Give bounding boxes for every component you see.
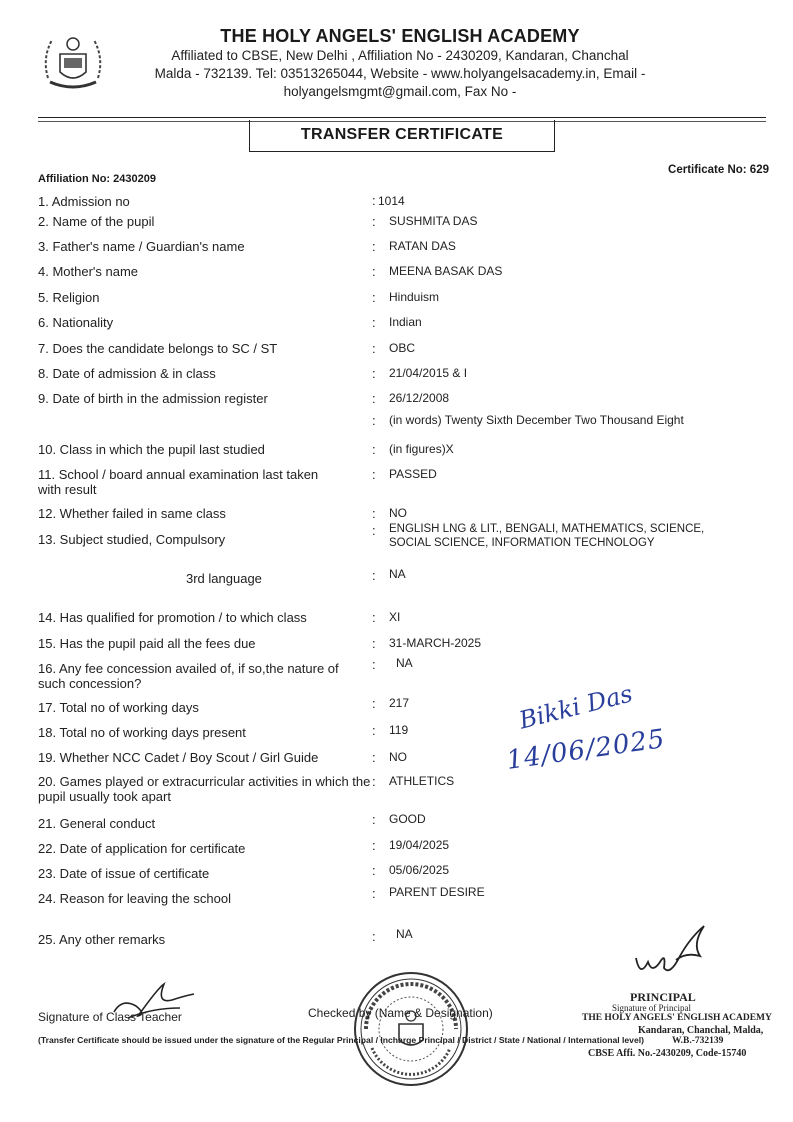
row-value: 1014 [378, 194, 405, 208]
row-label: 25. Any other remarks [38, 932, 166, 947]
principal-signature-scribble [630, 912, 710, 982]
row-label: 23. Date of issue of certificate [38, 866, 210, 881]
principal-address: Kandaran, Chanchal, Malda, [638, 1025, 764, 1036]
row-label: 7. Does the candidate belongs to SC / ST [38, 341, 278, 356]
header-divider [38, 117, 766, 118]
row-value: RATAN DAS [389, 239, 456, 253]
row-value: 217 [389, 696, 410, 710]
row-value: (in figures)X [389, 442, 454, 456]
row-label: 10. Class in which the pupil last studied [38, 442, 265, 457]
row-value: NA [389, 567, 406, 581]
affiliation-line-2: Malda - 732139. Tel: 03513265044, Website - www.holyangelsacademy.in, Email - [154, 66, 646, 81]
row-value: MEENA BASAK DAS [389, 264, 503, 278]
document-title: TRANSFER CERTIFICATE [300, 126, 504, 143]
row-label: 17. Total no of working days [38, 700, 199, 715]
row-label: 3rd language [186, 571, 262, 586]
row-value: 119 [389, 723, 409, 737]
row-label: 9. Date of birth in the admission register [38, 391, 268, 406]
principal-title: PRINCIPAL [630, 990, 696, 1004]
row-label: 12. Whether failed in same class [38, 506, 226, 521]
principal-school: THE HOLY ANGELS' ENGLISH ACADEMY [582, 1013, 772, 1023]
row-label: 18. Total no of working days present [38, 725, 246, 740]
row-value: XI [389, 610, 401, 624]
row-label: 21. General conduct [38, 816, 156, 831]
principal-affiliation: CBSE Affi. No.-2430209, Code-15740 [588, 1048, 747, 1059]
principal-pin: W.B.-732139 [672, 1036, 724, 1046]
row-value: NO [389, 506, 407, 520]
row-label: 16. Any fee concession availed of, if so,the nature of such concession? [38, 661, 339, 691]
row-value: 31-MARCH-2025 [389, 636, 482, 650]
row-value: 05/06/2025 [389, 863, 450, 877]
row-value: OBC [389, 341, 416, 355]
teacher-signature-label: Signature of Class Teacher [38, 1010, 182, 1024]
school-seal-icon [352, 970, 470, 1088]
row-value: 26/12/2008 [389, 391, 450, 405]
row-value: Indian [389, 315, 422, 329]
row-value: Hinduism [389, 290, 440, 304]
row-value: PASSED [389, 467, 437, 481]
row-label: 5. Religion [38, 290, 100, 305]
row-label: 15. Has the pupil paid all the fees due [38, 636, 256, 651]
row-label: 20. Games played or extracurricular activities in which the pupil usually took apart [38, 774, 371, 804]
school-crest-icon [38, 28, 108, 98]
row-value: NO [389, 750, 407, 764]
row-label: 14. Has qualified for promotion / to which class [38, 610, 307, 625]
row-label: 19. Whether NCC Cadet / Boy Scout / Girl Guide [38, 750, 319, 765]
row-label: 6. Nationality [38, 315, 114, 330]
row-value: NA [396, 927, 413, 941]
handwritten-date: 14/06/2025 [504, 724, 668, 776]
school-name: THE HOLY ANGELS' ENGLISH ACADEMY [220, 26, 580, 46]
row-label: 1. Admission no [38, 194, 130, 209]
affiliation-line-3: holyangelsmgmt@gmail.com, Fax No - [283, 84, 517, 99]
row-value: (in words) Twenty Sixth December Two Thousand Eight [389, 413, 684, 427]
checked-by-label: Checked by (Name & Designation) [308, 1006, 493, 1020]
row-label: 4. Mother's name [38, 264, 139, 279]
handwritten-name: Bikki Das [516, 679, 636, 735]
row-value: SUSHMITA DAS [389, 214, 478, 228]
row-value: GOOD [389, 812, 426, 826]
affiliation-number: Affiliation No: 2430209 [38, 173, 156, 185]
row-label: 22. Date of application for certificate [38, 841, 246, 856]
row-value: 21/04/2015 & I [389, 366, 468, 380]
row-label: 13. Subject studied, Compulsory [38, 532, 226, 547]
transfer-certificate-page: THE HOLY ANGELS' ENGLISH ACADEMY Affiliated to CBSE, New Delhi , Affiliation No - 2430209, Kandaran, Chanchal Malda - 732139. Tel: 03513265044, Website - www.holyangelsacademy.in, Email - holyangelsmgmt@gmail.com, Fax No - TRANSFER CERTIFICATE Affiliation No: 2430209 Certificate No: 629 1. Admission no : 1014 2. Name of the pupil : SUSHMITA DAS 3. Father's name / Guardian's name : RATAN DAS 4. Mother's name : MEENA BASAK DAS 5. Religion : Hinduism 6. Nationality : Indian 7. Does the candidate belongs to SC / ST : OBC 8. Date of admission & in class : 21/04/2015 & I 9. Date of birth in the admission register : 26/12/2008 : (in words) Twenty Sixth December Two Thousand Eight 10. Class in which the pupil last studied : (in figures)X 11. School / board annual examination last taken with result : PASSED 12. Whether failed in same class : NO 13. Subject studied, Compulsory : ENGLISH LNG & LIT., BENGALI, MATHEMATICS, SCIENCE, SOCIAL SCIENCE, INFORMATION TECHNOLOGY 3rd language : NA 14. Has qualified for promotion / to which class : XI 15. Has the pupil paid all the fees due : 31-MARCH-2025 16. Any fee concession availed of, if so,the nature of such concession? : NA 17. Total no of working days : 217 18. Total no of working days present : 119 19. Whether NCC Cadet / Boy Scout / Girl Guide : NO 20. Games played or extracurricular activities in which the pupil usually took apart : ATHLETICS 21. General conduct : GOOD 22. Date of application for certificate : 19/04/2025 23. Date of issue of certificate : 05/06/2025 24. Reason for leaving the school : PARENT DESIRE 25. Any other remarks : NA Bikki Das 14/06/2025 Signature of Class Teacher Checked by (Name & Designation) PRINCIPAL Signature of Principal THE HOLY ANGELS' ENGLISH ACADEMY Kandaran, Chanchal, Malda, W.B.-732139 CBSE Affi. No.-2430209, Code-15740 (Transfer Certificate should be issued under the signature of the Regular Principal / Incharge Principal / District / State / National / International level) [0, 0, 793, 1122]
row-value: 19/04/2025 [389, 838, 450, 852]
certificate-number: Certificate No: 629 [668, 164, 769, 176]
footer-note: (Transfer Certificate should be issued under the signature of the Regular Principal / Incharge Principal / District / State / National / International level) [38, 1035, 644, 1045]
row-value: NA [396, 656, 413, 670]
row-label: 2. Name of the pupil [38, 214, 155, 229]
row-label: 3. Father's name / Guardian's name [38, 239, 245, 254]
row-label: 8. Date of admission & in class [38, 366, 216, 381]
row-value: ENGLISH LNG & LIT., BENGALI, MATHEMATICS, SCIENCE, SOCIAL SCIENCE, INFORMATION TECHNOLOGY [389, 523, 705, 549]
row-label: 11. School / board annual examination last taken with result [38, 467, 319, 497]
row-value: PARENT DESIRE [389, 885, 485, 899]
affiliation-line-1: Affiliated to CBSE, New Delhi , Affiliation No - 2430209, Kandaran, Chanchal [171, 48, 629, 63]
principal-signature-label: Signature of Principal [612, 1003, 691, 1013]
row-value: ATHLETICS [389, 774, 455, 788]
row-label: 24. Reason for leaving the school [38, 891, 231, 906]
